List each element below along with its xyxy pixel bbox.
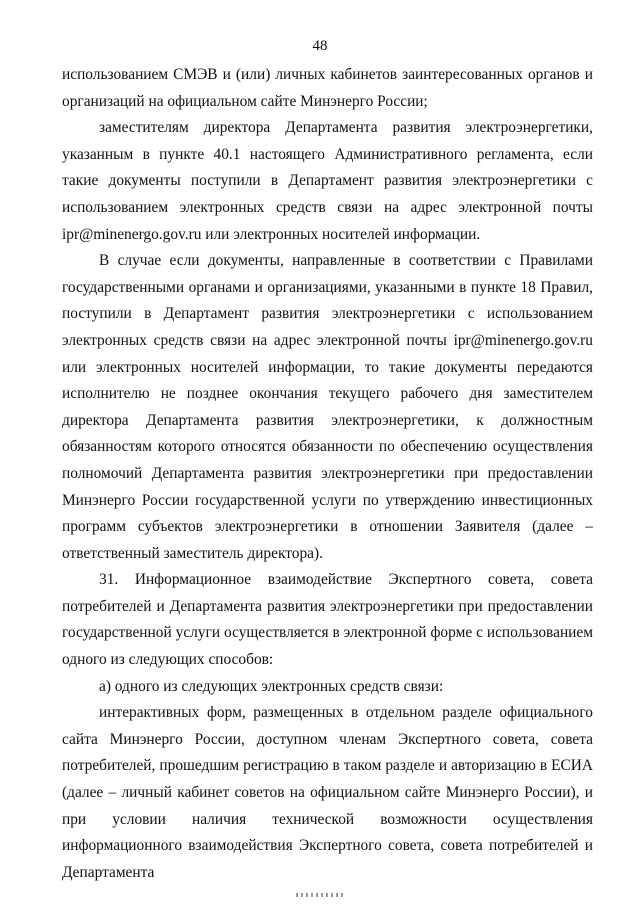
paragraph-item-31: 31. Информационное взаимодействие Экспертного совета, совета потребителей и Департамента развития электроэнергетики при предоставлении государственной услуги осуществляется в электронной форме с использованием одного из следующих способов: <box>62 571 593 669</box>
paragraph-interactive-forms: интерактивных форм, размещенных в отдельном разделе официального сайта Минэнерго России, доступном членам Экспертного совета, совета потребителей, прошедшим регистрацию в таком разделе и авторизацию в ЕСИА (далее – личный кабинет советов на официальном сайте Минэнерго России), и при условии наличия технической возможности осуществления информационного взаимодействия Экспертного совета, совета потребителей и Департамента <box>62 704 593 881</box>
document-body <box>62 62 593 886</box>
scan-artifact <box>296 893 344 897</box>
paragraph-deputy-directors: заместителям директора Департамента развития электроэнергетики, указанным в пункте 40.1 настоящего Административного регламента, если такие документы поступили в Департамент развития электроэнергетики с использованием электронных средств связи на адрес электронной почты ipr@minenergo.gov.ru или электронных носителей информации. <box>62 119 593 243</box>
paragraph-documents-received: В случае если документы, направленные в соответствии с Правилами государственными органами и организациями, указанными в пункте 18 Правил, поступили в Департамент развития электроэнергетики с использованием электронных средств связи на адрес электронной почты ipr@minenergo.gov.ru или электронных носителей информации, то такие документы передаются исполнителю не позднее окончания текущего рабочего дня заместителем директора Департамента развития электроэнергетики, к должностным обязанностям которого относятся обязанности по обеспечению осуществления полномочий Департамента развития электроэнергетики при предоставлении Минэнерго России государственной услуги по утверждению инвестиционных программ субъектов электроэнергетики в отношении Заявителя (далее – ответственный заместитель директора). <box>62 252 593 562</box>
page-number: 48 <box>312 38 328 54</box>
paragraph-subitem-a: а) одного из следующих электронных средств связи: <box>99 677 444 695</box>
paragraph-smev: использованием СМЭВ и (или) личных кабинетов заинтересованных органов и организаций на официальном сайте Минэнерго России; <box>62 66 593 110</box>
